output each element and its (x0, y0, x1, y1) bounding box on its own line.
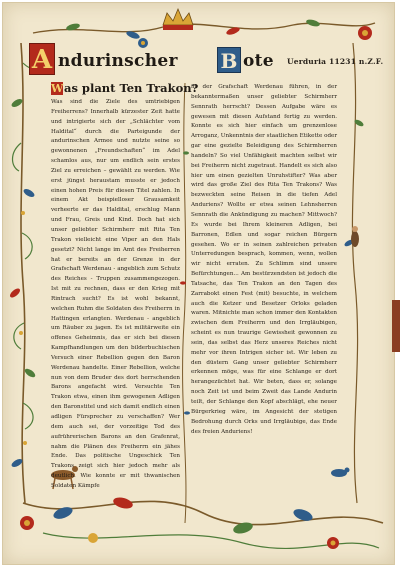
headline-text: as plant Ten Trakon? (64, 81, 199, 95)
masthead-title-part2: ote (243, 51, 274, 71)
right-vine (352, 43, 357, 503)
headline-initial: W (51, 82, 64, 95)
bottom-vine (23, 501, 383, 524)
bird-icon (331, 468, 350, 478)
center-vine (183, 83, 186, 523)
figure-icon (351, 226, 359, 247)
article-column-left (51, 98, 180, 489)
bookmark-tab (392, 300, 400, 352)
issue-date: Uerduria 11231 n.Z.F. (287, 57, 384, 66)
article-headline (51, 81, 198, 95)
top-vine (33, 23, 375, 33)
left-vine (21, 43, 25, 503)
article-text-right: in der Grafschaft Werdenau führen, in der bekanntermaßen unser geliebter Schirmherr Sennrath herrscht? Dessen Aufgabe wäre es gewesen mit diesen Aufstand fertig zu werden. Konnte es sich hier einfach um grenzenlose Arroganz, Unkenntnis der staatlichen Etikette oder gar eine gezielte Beleidigung des Schirmherren handeln? So viel Unfähigkeit machten selbst wir bei Freiherrn nicht zugetraut. Handelt es sich also hier um einen gezielten Unruhstifter? Was aber wird das große Ziel des Rita Ten Trakons? Was bezweckten seine Reisen in die tiefen Adel Anduriens? Wollte er etwa seinen Lehnsherren Sennrath die Ankündigung zu machen? Mittwoch? Es wurde bei Ihrem kleineren Adligen, bei Barronen, Edlen und sogar reichen Bürgern gesehen. Wo er in seinen zahlreichen privaten Unterredungen besprach, kommen, wenn, wollen wir nicht erraten. Zu Schlimm sind unsere Befürchtungen... Am bestürzendsten ist jedoch die Tatsache, das Ten Trakon an den Tagen des Zarrabokt einen Fest (mit) besuchte, in welchem auch die Ketzer und Besetzer Orloks geladen waren. Mitnichte man schon immer den Kontakten zwischen dem Freiherrn und den Irrgläubigen, scheint es nun traurige Gewissheit gewonnen zu sein, das selbst das Herz unseres Reiches nicht mehr vor ihren Intrigen sicher ist. Wir leben zu den düstern Gang unser geliebter Schirmherr erkennen möge, was für eine Schlange er dort herangezüchtet hat. Wir beten, dass er, solange noch Zeit ist und beim Zweit das Lande Andurin teilt, der Schlange den Kopf abschlägt, ehe neuer Bürgerkrieg wäre, im Angesicht der stetigen Bedrohung durch Orks und Irrgläubige, das Ende des freien Anduriens! (191, 84, 338, 435)
masthead-initial-2: B (217, 47, 241, 73)
newspaper-page (2, 2, 395, 565)
article-column-right (191, 83, 337, 463)
crown-icon (163, 9, 193, 30)
article-text-left: Was sind die Ziele des umtriebigen Freiherrens? Innerhalb kürzester Zeit hatte und intrigierte sich der „Schlächter vom Haldital“ durch die Parteigunde der andurinschen Armee und nutzte seine so gewonnenen „Freundschaften“ im Adel schamlos aus, nur um endlich sein erstes Ziel zu erreichen – gewählt zu werden. Wie erst jüngst heraustam musste er jedoch einen hohen Preis für diesen Titel zahlen. In einem Akt beispielloser Grausamkeit verheerte er das Haldital, erschlug Mann und Frau, Greis und Kind. Doch hat sich unser geliebter Schirmherr mit Rita Ten Trakon vielleicht eine Viper an den Hals gesetzt? Nicht lange im Amt des Freiherren hat er bereits an der Grenze in der Grafschaft Werdenau - angeblich zum Schutz des Reiches - Truppen zusammengezogen. Ist mit zu rechnen, dass er den Krieg mit Rintrach sucht? Es ist wohl bekannt, welchen Ruhm die Soldaten des Freiherrn in Hattingen erlangten. Werdenau - angeblich um Räuber zu jagen. Es ist militärweite ein offenes Geheimnis, das er sich bei diesen Kampfhandlungen um den bilderbuchischen Versuch einer Rebellion gegen den Baron Werdenau handelte. Einer Rebellion, welche nun von dem Bruder des dort herrschenden Barons angefacht wird. Versuchte Ten Trakon etwa, einen ihm gewogenen Adligen den Baronstitel und sich damit endlich einen adligen Fürsprecher zu verschaffen? Wer dem auch sei, der vorzeitige Tod des aufrührerischen Barons an den Grafenrat, nahm die Plänen des Freiherrn ein jähes Ende. Das politische Ungeschick Ten Trakons zeigt sich hier jedoch mehr als deutlich. Wie konnte er mit thwanischen Soldaten Kämpfe (51, 99, 180, 489)
masthead-initial: A (29, 43, 55, 75)
masthead-title-part1: ndurinscher (58, 51, 178, 71)
